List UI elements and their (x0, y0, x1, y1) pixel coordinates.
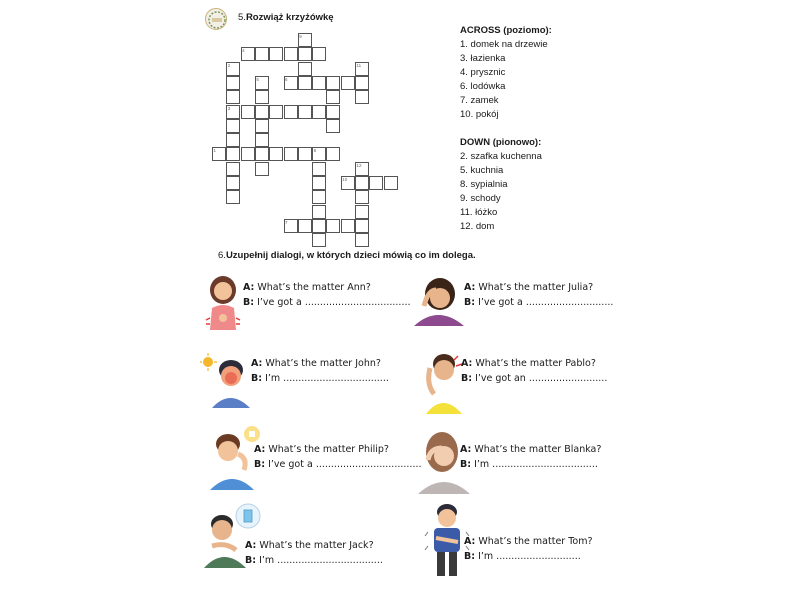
crossword-cell[interactable] (326, 90, 340, 104)
crossword-cell[interactable] (312, 162, 326, 176)
crossword-cell[interactable] (355, 176, 369, 190)
dialog-blanka (460, 442, 601, 472)
crossword-cell[interactable] (369, 176, 383, 190)
answer-blank[interactable]: I’m ............................ (478, 551, 581, 562)
question-text: What’s the matter Tom? (478, 536, 593, 547)
across-clue: 10. pokój (460, 109, 499, 120)
girl-stomachache-illustration (202, 274, 244, 334)
crossword-cell[interactable] (284, 147, 298, 161)
exercise-5-text: Rozwiąż krzyżówkę (245, 12, 334, 23)
crossword-cell[interactable] (284, 105, 298, 119)
crossword-cell[interactable] (241, 147, 255, 161)
crossword-cell[interactable] (312, 219, 326, 233)
crossword-clue-number: 7 (285, 219, 288, 225)
crossword-cell[interactable] (312, 190, 326, 204)
crossword-cell[interactable] (312, 76, 326, 90)
down-clue: 5. kuchnia (460, 165, 504, 176)
across-clues (460, 24, 552, 122)
crossword-cell[interactable] (355, 233, 369, 247)
across-clue: 4. prysznic (460, 67, 506, 78)
dialog-philip (254, 442, 422, 472)
dialog-john (251, 356, 389, 386)
crossword-cell[interactable] (255, 147, 269, 161)
crossword-cell[interactable] (355, 219, 369, 233)
question-text: What’s the matter Jack? (259, 540, 374, 551)
speaker-b-label: B: (243, 297, 255, 308)
speaker-b-label: B: (251, 373, 263, 384)
crossword-cell[interactable] (298, 47, 312, 61)
crossword-clue-number: 6 (285, 76, 288, 82)
answer-blank[interactable]: I’m ................................... (474, 459, 598, 470)
crossword-cell[interactable] (312, 205, 326, 219)
crossword-grid (0, 0, 460, 240)
crossword-clue-number: 3 (227, 105, 231, 111)
crossword-cell[interactable] (255, 47, 269, 61)
speaker-b-label: B: (460, 459, 472, 470)
crossword-cell[interactable] (298, 219, 312, 233)
speaker-a-label: A: (251, 358, 263, 369)
question-text: What’s the matter Philip? (268, 444, 389, 455)
crossword-cell[interactable] (312, 47, 326, 61)
speaker-b-label: B: (461, 373, 473, 384)
crossword-cell[interactable] (226, 190, 240, 204)
exercise-6-title (218, 250, 476, 261)
crossword-cell[interactable] (226, 133, 240, 147)
crossword-clue-number: 9 (299, 34, 302, 39)
speaker-b-label: B: (464, 297, 476, 308)
crossword-cell[interactable] (241, 105, 255, 119)
crossword-cell[interactable] (226, 90, 240, 104)
down-heading: DOWN (pionowo): (460, 137, 542, 148)
boy-earache-illustration (420, 350, 466, 414)
crossword-cell[interactable] (226, 147, 240, 161)
crossword-cell[interactable] (298, 76, 312, 90)
answer-blank[interactable]: I’ve got a ................................... (257, 297, 411, 308)
crossword-cell[interactable] (341, 219, 355, 233)
crossword-cell[interactable] (312, 233, 326, 247)
down-clue: 2. szafka kuchenna (460, 151, 542, 162)
question-text: What’s the matter Pablo? (475, 358, 596, 369)
crossword-cell[interactable] (298, 105, 312, 119)
speaker-a-label: A: (461, 358, 473, 369)
crossword-cell[interactable] (255, 162, 269, 176)
speaker-a-label: A: (460, 444, 472, 455)
across-clue: 7. zamek (460, 95, 499, 106)
question-text: What’s the matter John? (265, 358, 381, 369)
speaker-a-label: A: (464, 536, 476, 547)
exercise-6-text: Uzupełnij dialogi, w których dzieci mówią co im dolega. (225, 250, 476, 261)
crossword-cell[interactable] (298, 62, 312, 76)
crossword-cell[interactable] (326, 147, 340, 161)
dialog-ann (243, 280, 411, 310)
across-heading: ACROSS (poziomo): (460, 25, 552, 36)
down-clue: 8. sypialnia (460, 179, 508, 190)
crossword-cell[interactable] (269, 105, 283, 119)
crossword-cell[interactable] (355, 205, 369, 219)
crossword-clue-number: 8 (313, 148, 317, 154)
speaker-b-label: B: (254, 459, 266, 470)
dialog-jack (245, 538, 383, 568)
question-text: What’s the matter Blanka? (474, 444, 602, 455)
down-clue: 12. dom (460, 221, 495, 232)
across-clue: 6. lodówka (460, 81, 506, 92)
dialog-tom (464, 534, 593, 564)
exercise-5-number: 5. (238, 12, 246, 23)
crossword-cell[interactable] (326, 105, 340, 119)
crossword-cell[interactable] (255, 105, 269, 119)
crossword-clue-number: 10 (342, 177, 348, 182)
crossword-cell[interactable] (312, 176, 326, 190)
crossword-clue-number: 2 (227, 62, 231, 68)
crossword-cell[interactable] (226, 162, 240, 176)
speaker-a-label: A: (245, 540, 257, 551)
crossword-cell[interactable] (355, 76, 369, 90)
down-clue: 11. łóżko (460, 207, 498, 218)
answer-blank[interactable]: I’m ................................... (259, 555, 383, 566)
crossword-cell[interactable] (269, 147, 283, 161)
crossword-cell[interactable] (326, 76, 340, 90)
speaker-a-label: A: (254, 444, 266, 455)
across-clue: 1. domek na drzewie (460, 39, 548, 50)
speaker-a-label: A: (243, 282, 255, 293)
crossword-cell[interactable] (255, 133, 269, 147)
crossword-cell[interactable] (255, 119, 269, 133)
crossword-cell[interactable] (384, 176, 398, 190)
question-text: What’s the matter Ann? (257, 282, 371, 293)
crossword-cell[interactable] (298, 147, 312, 161)
down-clue: 9. schody (460, 193, 501, 204)
crossword-cell[interactable] (255, 90, 269, 104)
answer-blank[interactable]: I’ve got a ............................. (478, 297, 614, 308)
crossword-cell[interactable] (284, 47, 298, 61)
crossword-cell[interactable] (341, 76, 355, 90)
dialog-julia (464, 280, 613, 310)
crossword-clue-number: 11 (356, 62, 362, 68)
crossword-clue-number: 12 (356, 162, 362, 168)
speaker-a-label: A: (464, 282, 476, 293)
question-text: What’s the matter Julia? (478, 282, 594, 293)
answer-blank[interactable]: I’ve got an .......................... (475, 373, 608, 384)
crossword-cell[interactable] (312, 105, 326, 119)
crossword-cell[interactable] (226, 119, 240, 133)
answer-blank[interactable]: I’ve got a ................................... (268, 459, 422, 470)
crossword-clue-number: 5 (256, 76, 259, 82)
across-clue: 3. łazienka (460, 53, 506, 64)
dialog-pablo (461, 356, 607, 386)
down-clues (460, 136, 542, 234)
boy-hot-illustration (200, 352, 256, 408)
crossword-cell[interactable] (355, 90, 369, 104)
speaker-b-label: B: (464, 551, 476, 562)
crossword-cell[interactable] (226, 76, 240, 90)
crossword-clue-number: 1 (213, 148, 217, 154)
girl-headache-illustration (410, 276, 466, 326)
crossword-cell[interactable] (226, 176, 240, 190)
crossword-clue-number: 4 (242, 48, 245, 54)
crossword-cell[interactable] (355, 190, 369, 204)
speaker-b-label: B: (245, 555, 257, 566)
answer-blank[interactable]: I’m ................................... (265, 373, 389, 384)
crossword-cell[interactable] (326, 119, 340, 133)
crossword-cell[interactable] (326, 219, 340, 233)
crossword-cell[interactable] (269, 47, 283, 61)
exercise-6-number: 6. (218, 250, 226, 261)
